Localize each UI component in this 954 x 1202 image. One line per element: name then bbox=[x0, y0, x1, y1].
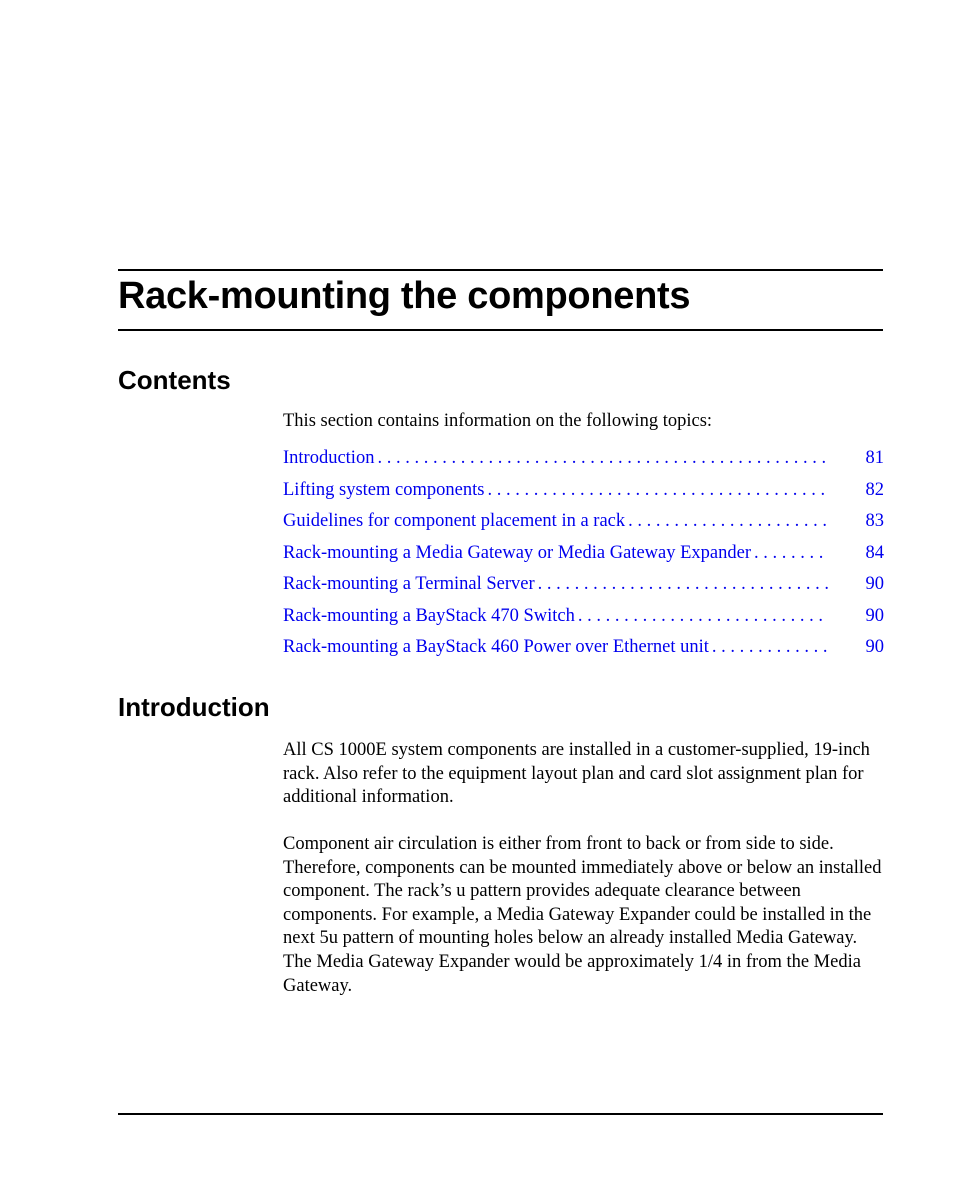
toc-link-rack-mounting-baystack-470[interactable] bbox=[283, 603, 884, 635]
toc-dot-leader bbox=[487, 477, 828, 503]
toc-link-rack-mounting-baystack-460[interactable] bbox=[283, 634, 884, 666]
introduction-paragraph: All CS 1000E system components are installed in a customer-supplied, 19-inch rack. Also refer to the equipment layout plan and card slot assignment plan for additional information. bbox=[283, 740, 870, 808]
contents-intro-text: This section contains information on the following topics: bbox=[283, 411, 713, 431]
toc-entry-page: 90 bbox=[865, 574, 884, 594]
toc-entry-label: Guidelines for component placement in a rack bbox=[283, 511, 626, 531]
toc-entry-label: Introduction bbox=[283, 448, 375, 468]
toc-entry-page: 82 bbox=[865, 479, 884, 500]
toc-dot-leader bbox=[628, 508, 828, 534]
toc-dot-leader bbox=[538, 571, 828, 597]
toc-link-introduction[interactable] bbox=[283, 445, 884, 477]
toc-dot-leader bbox=[712, 634, 828, 660]
toc-entry-label: Lifting system components bbox=[283, 479, 485, 500]
footer-rule bbox=[118, 1113, 883, 1115]
contents-heading: Contents bbox=[118, 365, 231, 395]
table-of-contents bbox=[283, 445, 884, 666]
toc-entry-page: 84 bbox=[865, 542, 884, 563]
toc-dot-leader bbox=[377, 445, 828, 471]
toc-entry-page: 90 bbox=[865, 605, 884, 626]
chapter-title: Rack-mounting the components bbox=[118, 275, 691, 317]
title-bottom-rule bbox=[118, 329, 883, 331]
introduction-paragraph: Component air circulation is either from front to back or from side to side. Therefore, components can be mounted immediately above or below an installed component. The rack’s u pattern provides adequate clearance between components. For example, a Media Gateway Expander could be installed in the next 5u pattern of mounting holes below an already installed Media Gateway. The Media Gateway Expander would be approximately 1/4 in from the Media Gateway. bbox=[283, 834, 882, 996]
toc-entry-label: Rack-mounting a Terminal Server bbox=[283, 574, 535, 594]
toc-entry-page: 83 bbox=[865, 511, 884, 531]
toc-dot-leader bbox=[754, 540, 828, 566]
toc-entry-label: Rack-mounting a BayStack 460 Power over Ethernet unit bbox=[283, 637, 709, 657]
toc-link-lifting-system-components[interactable] bbox=[283, 477, 884, 509]
toc-link-rack-mounting-terminal-server[interactable] bbox=[283, 571, 884, 603]
title-top-rule bbox=[118, 269, 883, 271]
toc-link-guidelines-component-placement[interactable] bbox=[283, 508, 884, 540]
toc-entry-page: 90 bbox=[865, 637, 884, 657]
toc-entry-label: Rack-mounting a Media Gateway or Media Gateway Expander bbox=[283, 542, 751, 563]
toc-entry-page: 81 bbox=[865, 448, 884, 468]
introduction-heading: Introduction bbox=[118, 692, 270, 722]
toc-entry-label: Rack-mounting a BayStack 470 Switch bbox=[283, 605, 575, 626]
toc-dot-leader bbox=[578, 603, 828, 629]
toc-link-rack-mounting-media-gateway[interactable] bbox=[283, 540, 884, 572]
